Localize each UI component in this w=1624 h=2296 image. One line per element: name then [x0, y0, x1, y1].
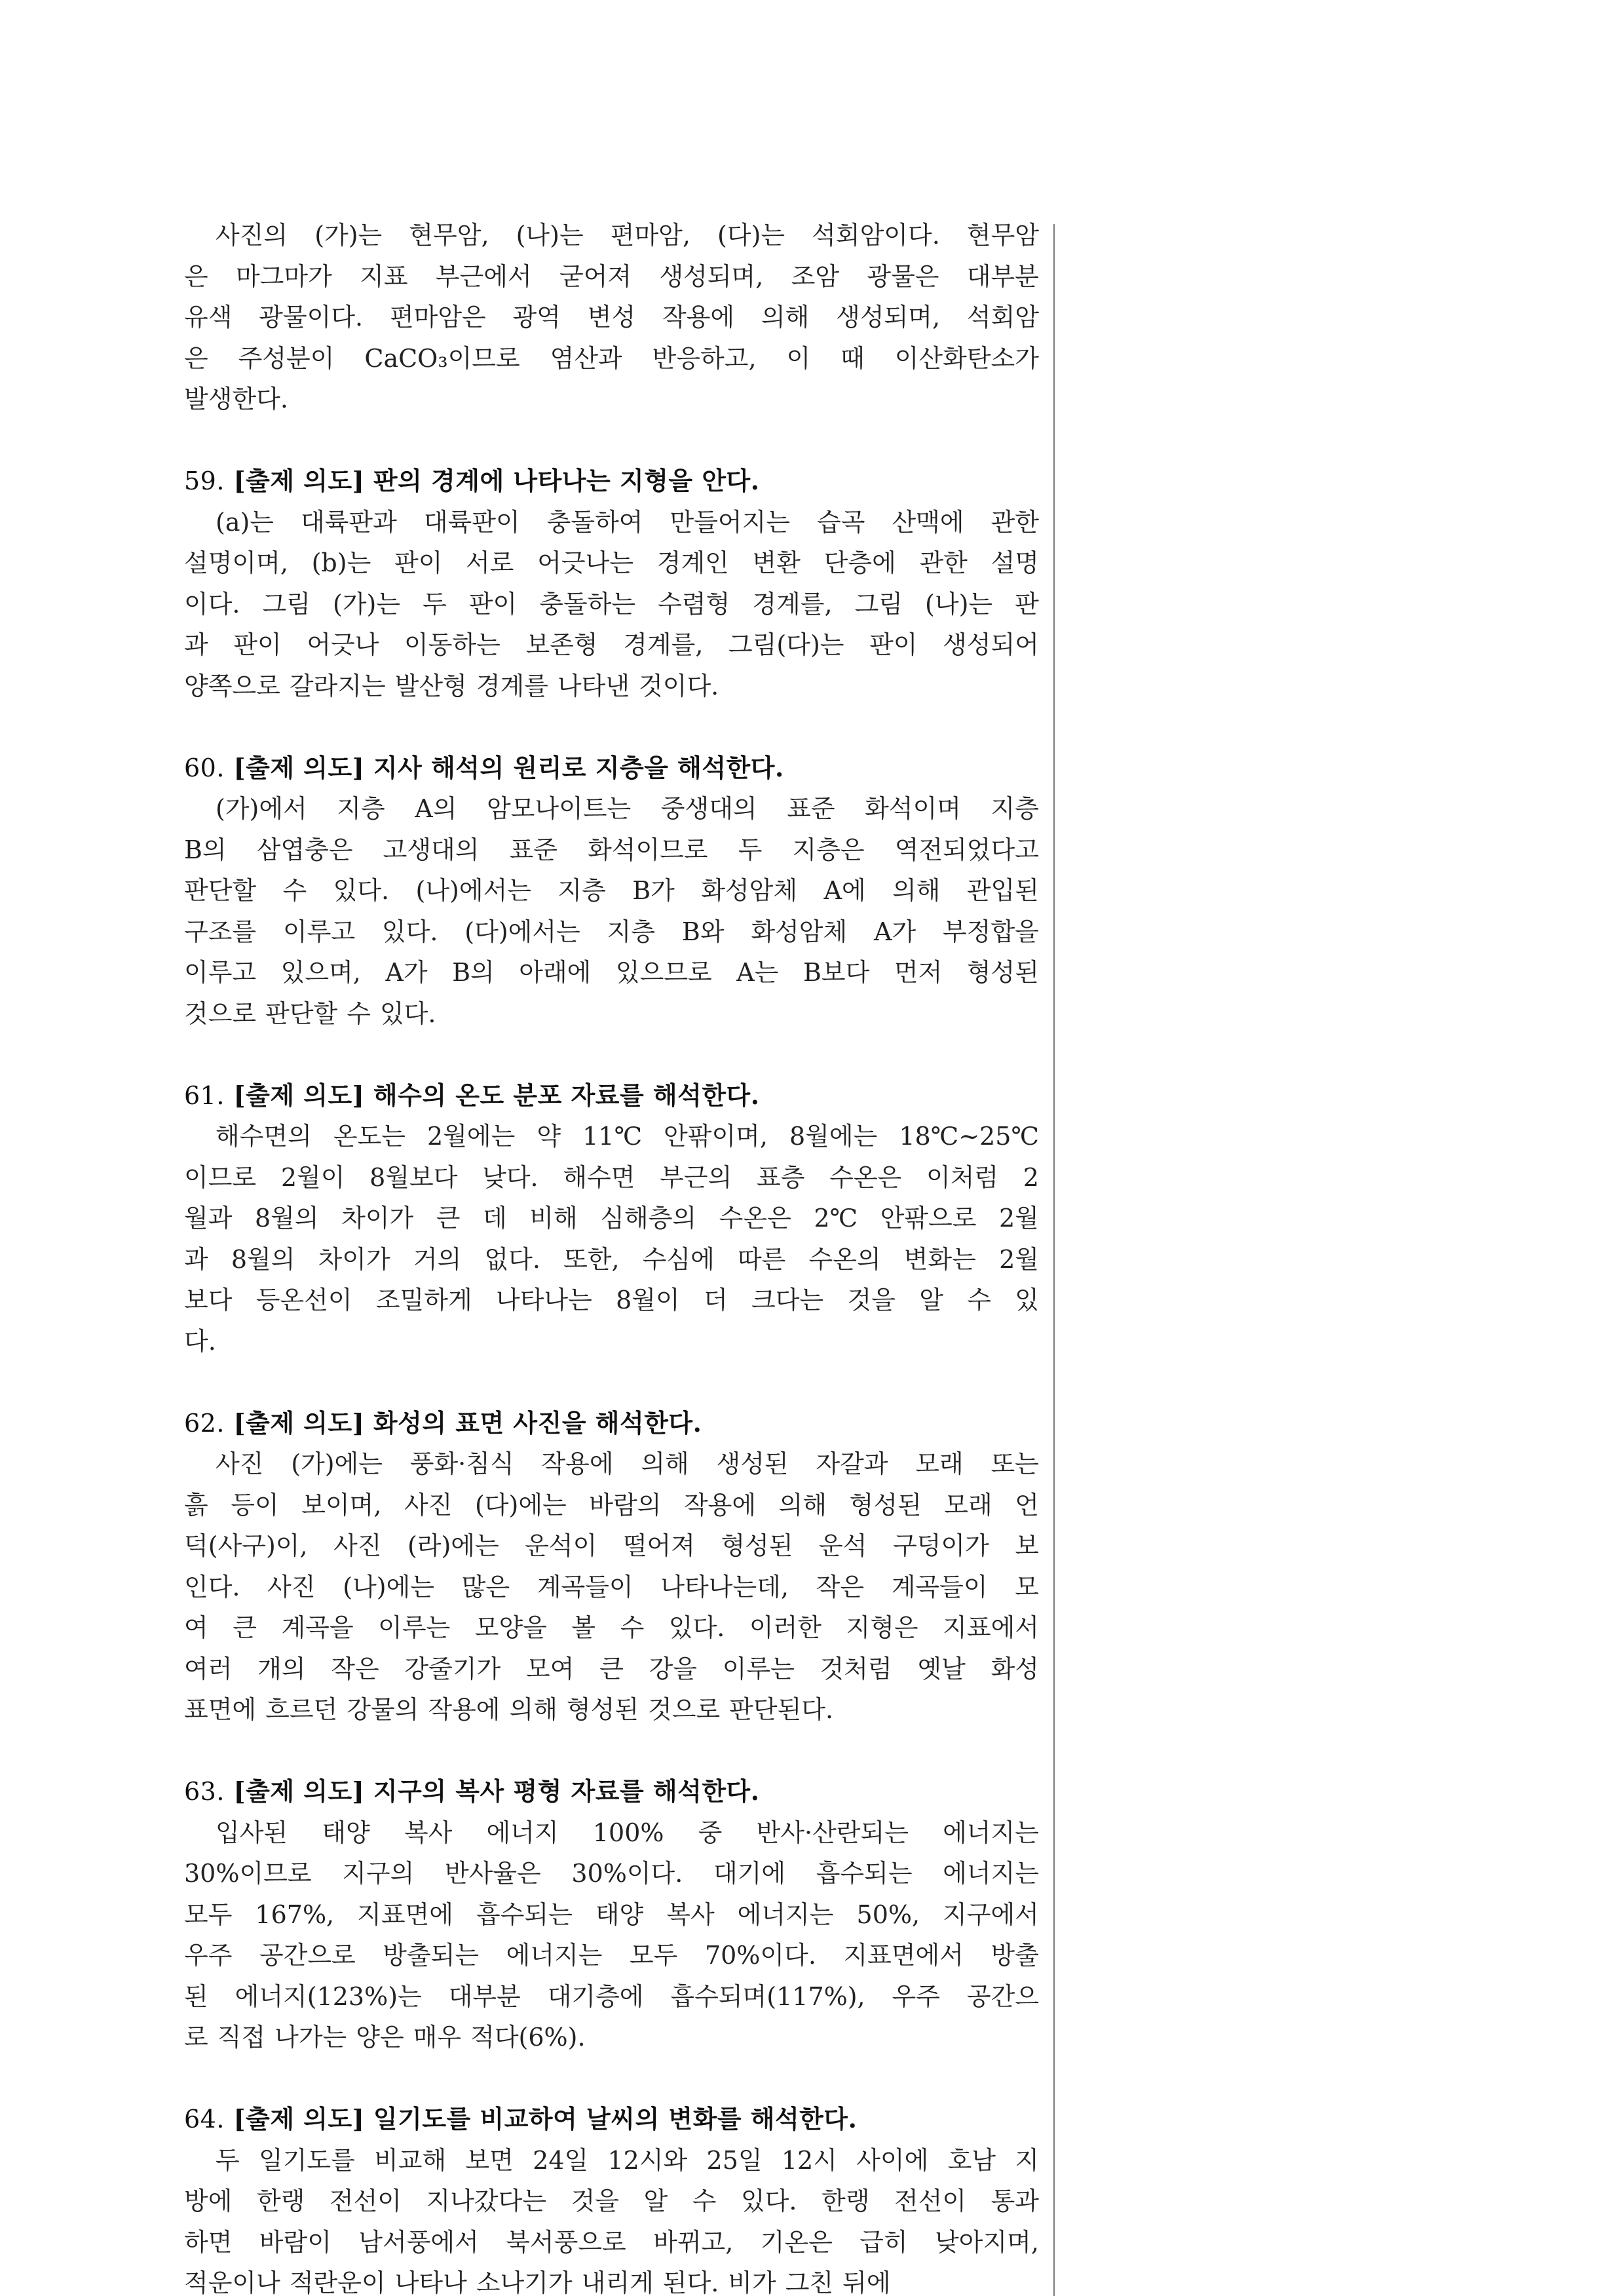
body-line: 된 에너지(123%)는 대부분 대기층에 흡수되며(117%), 우주 공간으 [184, 1981, 1039, 2011]
body-line: 설명이며, (b)는 판이 서로 어긋나는 경계인 변환 단층에 관한 설명 [184, 548, 1039, 577]
body-line: 적운이나 적란운이 나타나 소나기가 내리게 된다. 비가 그친 뒤에 [184, 2268, 891, 2296]
question-intent: [출제 의도] 일기도를 비교하여 날씨의 변화를 해석한다. [233, 2104, 858, 2133]
section-gap [184, 706, 1039, 748]
body-line: 구조를 이루고 있다. (다)에서는 지층 B와 화성암체 A가 부정합을 [184, 917, 1039, 946]
body-line: 표면에 흐르던 강물의 작용에 의해 형성된 것으로 판단된다. [184, 1695, 834, 1724]
body-line: 입사된 태양 복사 에너지 100% 중 반사·산란되는 에너지는 [216, 1818, 1039, 1847]
body-line: 해수면의 온도는 2월에는 약 11℃ 안팎이며, 8월에는 18℃~25℃ [216, 1122, 1039, 1151]
body-line: 보다 등온선이 조밀하게 나타나는 8월이 더 크다는 것을 알 수 있 [184, 1286, 1039, 1314]
body-line: (a)는 대륙판과 대륙판이 충돌하여 만들어지는 습곡 산맥에 관한 [216, 507, 1039, 537]
explanation-section [184, 215, 1039, 420]
question-heading [184, 1771, 1039, 1812]
body-line: 30%이므로 지구의 반사율은 30%이다. 대기에 흡수되는 에너지는 [184, 1859, 1039, 1888]
body-line: 여러 개의 작은 강줄기가 모여 큰 강을 이루는 것처럼 옛날 화성 [184, 1654, 1039, 1683]
body-line: 사진의 (가)는 현무암, (나)는 편마암, (다)는 석회암이다. 현무암 [216, 221, 1039, 250]
body-line: 은 주성분이 CaCO₃이므로 염산과 반응하고, 이 때 이산화탄소가 [184, 343, 1039, 373]
question-number: 59. [184, 467, 225, 495]
explanation-section [184, 2099, 1039, 2296]
body-line: 덕(사구)이, 사진 (라)에는 운석이 떨어져 형성된 운석 구덩이가 보 [184, 1531, 1039, 1560]
question-number: 61. [184, 1081, 225, 1110]
body-line: 은 마그마가 지표 부근에서 굳어져 생성되며, 조암 광물은 대부분 [184, 261, 1039, 291]
body-line: 여 큰 계곡을 이루는 모양을 볼 수 있다. 이러한 지형은 지표에서 [184, 1613, 1039, 1642]
section-gap [184, 1034, 1039, 1075]
body-line: (가)에서 지층 A의 암모나이트는 중생대의 표준 화석이며 지층 [216, 794, 1039, 823]
body-line: 사진 (가)에는 풍화·침식 작용에 의해 생성된 자갈과 모래 또는 [216, 1449, 1039, 1478]
column-divider [1053, 224, 1055, 2296]
body-line: 우주 공간으로 방출되는 에너지는 모두 70%이다. 지표면에서 방출 [184, 1941, 1039, 1970]
section-gap [184, 1362, 1039, 1403]
body-line: 양쪽으로 갈라지는 발산형 경계를 나타낸 것이다. [184, 671, 719, 700]
body-line: B의 삼엽충은 고생대의 표준 화석이므로 두 지층은 역전되었다고 [184, 835, 1039, 864]
question-number: 60. [184, 753, 225, 782]
explanation-section [184, 748, 1039, 1035]
body-line: 흙 등이 보이며, 사진 (다)에는 바람의 작용에 의해 형성된 모래 언 [184, 1490, 1039, 1520]
explanation-section [184, 1075, 1039, 1362]
question-heading [184, 748, 1039, 789]
body-line: 두 일기도를 비교해 보면 24일 12시와 25일 12시 사이에 호남 지 [216, 2145, 1039, 2175]
question-intent: [출제 의도] 해수의 온도 분포 자료를 해석한다. [233, 1080, 760, 1110]
question-intent: [출제 의도] 판의 경계에 나타나는 지형을 안다. [233, 466, 760, 495]
question-heading [184, 1403, 1039, 1444]
body-line: 하면 바람이 남서풍에서 북서풍으로 바뀌고, 기온은 급히 낮아지며, [184, 2227, 1039, 2257]
question-heading [184, 2099, 1039, 2140]
explanation-section [184, 461, 1039, 706]
body-line: 다. [184, 1326, 216, 1356]
question-number: 64. [184, 2105, 225, 2133]
question-heading [184, 461, 1039, 502]
body-line: 방에 한랭 전선이 지나갔다는 것을 알 수 있다. 한랭 전선이 통과 [184, 2187, 1039, 2215]
body-line: 발생한다. [184, 385, 288, 413]
body-line: 판단할 수 있다. (나)에서는 지층 B가 화성암체 A에 의해 관입된 [184, 876, 1039, 905]
body-line: 월과 8월의 차이가 큰 데 비해 심해층의 수온은 2℃ 안팎으로 2월 [184, 1204, 1039, 1233]
question-number: 63. [184, 1777, 225, 1806]
explanation-section [184, 1403, 1039, 1731]
body-line: 과 8월의 차이가 거의 없다. 또한, 수심에 따른 수온의 변화는 2월 [184, 1244, 1039, 1274]
body-line: 모두 167%, 지표면에 흡수되는 태양 복사 에너지는 50%, 지구에서 [184, 1900, 1039, 1929]
body-line: 이다. 그림 (가)는 두 판이 충돌하는 수렴형 경계를, 그림 (나)는 판 [184, 589, 1039, 619]
question-intent: [출제 의도] 화성의 표면 사진을 해석한다. [233, 1407, 702, 1438]
body-line: 이루고 있으며, A가 B의 아래에 있으므로 A는 B보다 먼저 형성된 [184, 958, 1039, 987]
question-intent: [출제 의도] 지사 해석의 원리로 지층을 해석한다. [233, 752, 784, 782]
section-gap [184, 2058, 1039, 2099]
body-line: 것으로 판단할 수 있다. [184, 999, 436, 1028]
body-line: 인다. 사진 (나)에는 많은 계곡들이 나타나는데, 작은 계곡들이 모 [184, 1572, 1039, 1601]
question-number: 62. [184, 1408, 225, 1438]
section-gap [184, 420, 1039, 461]
section-gap [184, 1731, 1039, 1772]
body-line: 로 직접 나가는 양은 매우 적다(6%). [184, 2023, 586, 2052]
question-intent: [출제 의도] 지구의 복사 평형 자료를 해석한다. [233, 1776, 760, 1806]
answer-explanations [184, 215, 1039, 2296]
explanation-section [184, 1771, 1039, 2058]
body-line: 유색 광물이다. 편마암은 광역 변성 작용에 의해 생성되며, 석회암 [184, 303, 1039, 332]
body-line: 과 판이 어긋나 이동하는 보존형 경계를, 그림(다)는 판이 생성되어 [184, 630, 1039, 659]
body-line: 이므로 2월이 8월보다 낮다. 해수면 부근의 표층 수온은 이처럼 2 [184, 1162, 1039, 1192]
question-heading [184, 1075, 1039, 1117]
